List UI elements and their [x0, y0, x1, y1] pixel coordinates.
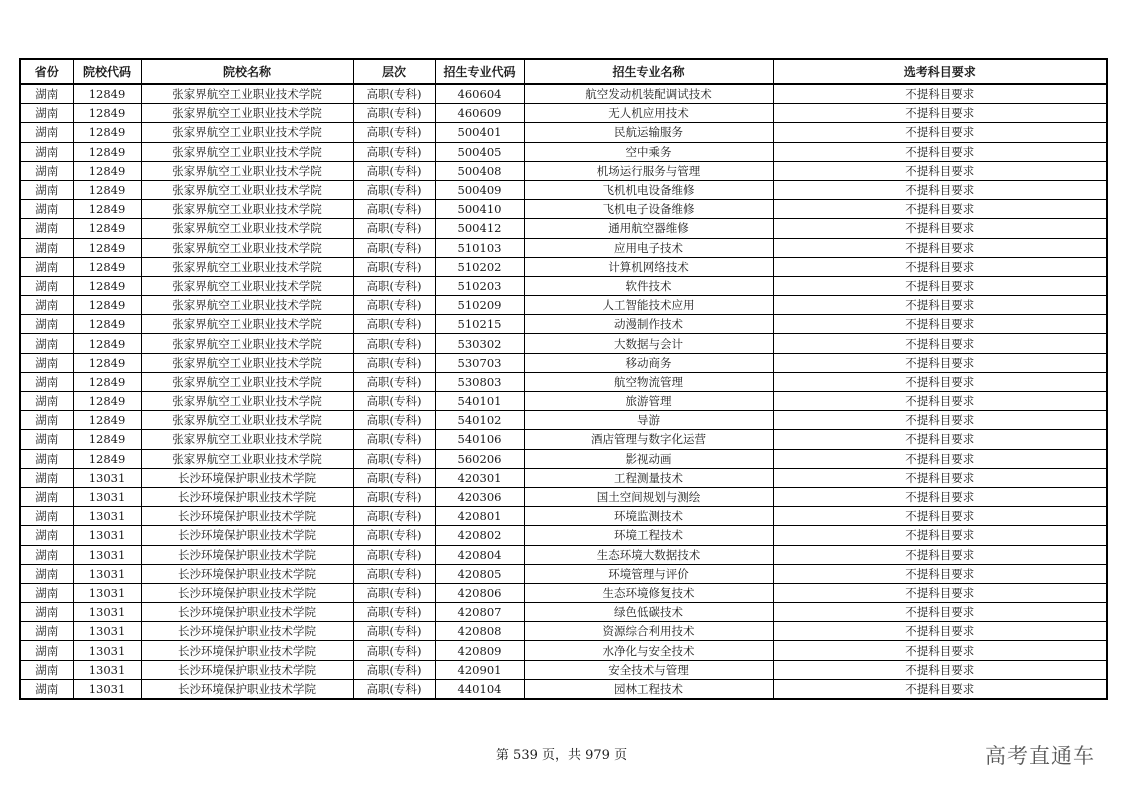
cell-level: 高职(专科)	[353, 526, 435, 545]
cell-school-name: 张家界航空工业职业技术学院	[141, 296, 353, 315]
cell-school-code: 12849	[73, 315, 141, 334]
table-row	[20, 487, 1107, 506]
table-header-row	[20, 59, 1107, 84]
cell-level: 高职(专科)	[353, 123, 435, 142]
cell-major-name: 无人机应用技术	[524, 104, 773, 123]
cell-major-name: 飞机电子设备维修	[524, 200, 773, 219]
cell-major-code: 420807	[435, 603, 524, 622]
cell-level: 高职(专科)	[353, 545, 435, 564]
cell-school-code: 12849	[73, 392, 141, 411]
table-row	[20, 142, 1107, 161]
cell-province: 湖南	[20, 219, 73, 238]
cell-subject-requirement: 不提科目要求	[773, 449, 1107, 468]
table-row	[20, 622, 1107, 641]
cell-level: 高职(专科)	[353, 161, 435, 180]
cell-school-name: 张家界航空工业职业技术学院	[141, 161, 353, 180]
cell-school-name: 长沙环境保护职业技术学院	[141, 660, 353, 679]
cell-major-name: 水净化与安全技术	[524, 641, 773, 660]
cell-major-code: 420806	[435, 583, 524, 602]
header-subject-requirement: 选考科目要求	[773, 59, 1107, 84]
watermark-logo: 高考直通车	[985, 744, 1095, 768]
table-row	[20, 411, 1107, 430]
cell-level: 高职(专科)	[353, 679, 435, 699]
cell-subject-requirement: 不提科目要求	[773, 238, 1107, 257]
table-row	[20, 392, 1107, 411]
cell-major-code: 530302	[435, 334, 524, 353]
table-row	[20, 545, 1107, 564]
cell-province: 湖南	[20, 104, 73, 123]
cell-school-code: 13031	[73, 583, 141, 602]
cell-school-code: 13031	[73, 641, 141, 660]
cell-school-name: 长沙环境保护职业技术学院	[141, 603, 353, 622]
table-row	[20, 296, 1107, 315]
cell-school-name: 长沙环境保护职业技术学院	[141, 526, 353, 545]
cell-subject-requirement: 不提科目要求	[773, 161, 1107, 180]
cell-major-code: 420802	[435, 526, 524, 545]
cell-major-code: 510215	[435, 315, 524, 334]
header-school-code: 院校代码	[73, 59, 141, 84]
cell-school-name: 张家界航空工业职业技术学院	[141, 411, 353, 430]
cell-school-code: 12849	[73, 104, 141, 123]
cell-province: 湖南	[20, 296, 73, 315]
cell-level: 高职(专科)	[353, 660, 435, 679]
cell-province: 湖南	[20, 392, 73, 411]
cell-major-code: 420901	[435, 660, 524, 679]
cell-school-code: 13031	[73, 679, 141, 699]
cell-major-code: 500409	[435, 180, 524, 199]
cell-level: 高职(专科)	[353, 104, 435, 123]
cell-province: 湖南	[20, 603, 73, 622]
cell-major-code: 500412	[435, 219, 524, 238]
cell-school-code: 12849	[73, 372, 141, 391]
cell-level: 高职(专科)	[353, 603, 435, 622]
cell-major-code: 540102	[435, 411, 524, 430]
cell-school-name: 长沙环境保护职业技术学院	[141, 468, 353, 487]
cell-major-code: 510203	[435, 276, 524, 295]
cell-subject-requirement: 不提科目要求	[773, 583, 1107, 602]
cell-province: 湖南	[20, 545, 73, 564]
cell-school-name: 长沙环境保护职业技术学院	[141, 679, 353, 699]
cell-province: 湖南	[20, 468, 73, 487]
cell-province: 湖南	[20, 353, 73, 372]
cell-province: 湖南	[20, 142, 73, 161]
table-row	[20, 315, 1107, 334]
cell-subject-requirement: 不提科目要求	[773, 603, 1107, 622]
cell-subject-requirement: 不提科目要求	[773, 219, 1107, 238]
cell-subject-requirement: 不提科目要求	[773, 257, 1107, 276]
cell-school-code: 12849	[73, 142, 141, 161]
cell-level: 高职(专科)	[353, 142, 435, 161]
cell-major-name: 工程测量技术	[524, 468, 773, 487]
cell-major-code: 420804	[435, 545, 524, 564]
cell-province: 湖南	[20, 449, 73, 468]
cell-province: 湖南	[20, 84, 73, 104]
table-row	[20, 603, 1107, 622]
cell-level: 高职(专科)	[353, 449, 435, 468]
cell-school-name: 长沙环境保护职业技术学院	[141, 641, 353, 660]
cell-school-name: 张家界航空工业职业技术学院	[141, 334, 353, 353]
cell-province: 湖南	[20, 257, 73, 276]
cell-major-name: 国土空间规划与测绘	[524, 487, 773, 506]
cell-school-code: 12849	[73, 200, 141, 219]
cell-major-code: 460604	[435, 84, 524, 104]
cell-subject-requirement: 不提科目要求	[773, 142, 1107, 161]
cell-province: 湖南	[20, 679, 73, 699]
cell-level: 高职(专科)	[353, 622, 435, 641]
cell-subject-requirement: 不提科目要求	[773, 104, 1107, 123]
cell-province: 湖南	[20, 526, 73, 545]
cell-province: 湖南	[20, 583, 73, 602]
cell-subject-requirement: 不提科目要求	[773, 526, 1107, 545]
cell-school-code: 13031	[73, 564, 141, 583]
cell-school-name: 张家界航空工业职业技术学院	[141, 180, 353, 199]
cell-major-name: 大数据与会计	[524, 334, 773, 353]
cell-subject-requirement: 不提科目要求	[773, 372, 1107, 391]
cell-province: 湖南	[20, 200, 73, 219]
cell-subject-requirement: 不提科目要求	[773, 200, 1107, 219]
cell-school-code: 12849	[73, 161, 141, 180]
cell-school-name: 张家界航空工业职业技术学院	[141, 238, 353, 257]
cell-province: 湖南	[20, 161, 73, 180]
table-row	[20, 564, 1107, 583]
cell-school-name: 张家界航空工业职业技术学院	[141, 123, 353, 142]
cell-major-name: 空中乘务	[524, 142, 773, 161]
table-row	[20, 104, 1107, 123]
cell-province: 湖南	[20, 411, 73, 430]
cell-province: 湖南	[20, 507, 73, 526]
cell-school-code: 12849	[73, 84, 141, 104]
cell-subject-requirement: 不提科目要求	[773, 411, 1107, 430]
cell-major-name: 应用电子技术	[524, 238, 773, 257]
table-row	[20, 372, 1107, 391]
cell-subject-requirement: 不提科目要求	[773, 564, 1107, 583]
cell-school-code: 12849	[73, 180, 141, 199]
header-major-name: 招生专业名称	[524, 59, 773, 84]
cell-major-name: 园林工程技术	[524, 679, 773, 699]
cell-province: 湖南	[20, 180, 73, 199]
cell-major-code: 420809	[435, 641, 524, 660]
cell-major-name: 软件技术	[524, 276, 773, 295]
cell-school-name: 张家界航空工业职业技术学院	[141, 104, 353, 123]
cell-level: 高职(专科)	[353, 257, 435, 276]
cell-major-code: 420306	[435, 487, 524, 506]
cell-school-name: 长沙环境保护职业技术学院	[141, 487, 353, 506]
cell-major-code: 420808	[435, 622, 524, 641]
cell-school-code: 13031	[73, 603, 141, 622]
cell-level: 高职(专科)	[353, 180, 435, 199]
cell-subject-requirement: 不提科目要求	[773, 622, 1107, 641]
cell-major-name: 计算机网络技术	[524, 257, 773, 276]
cell-major-name: 生态环境修复技术	[524, 583, 773, 602]
cell-province: 湖南	[20, 487, 73, 506]
cell-school-code: 12849	[73, 123, 141, 142]
cell-level: 高职(专科)	[353, 507, 435, 526]
cell-level: 高职(专科)	[353, 315, 435, 334]
cell-major-code: 540106	[435, 430, 524, 449]
cell-level: 高职(专科)	[353, 468, 435, 487]
table-body	[20, 84, 1107, 699]
cell-school-name: 长沙环境保护职业技术学院	[141, 622, 353, 641]
cell-subject-requirement: 不提科目要求	[773, 507, 1107, 526]
cell-major-name: 旅游管理	[524, 392, 773, 411]
document-sheet	[19, 58, 1106, 700]
table-row	[20, 507, 1107, 526]
cell-school-name: 长沙环境保护职业技术学院	[141, 507, 353, 526]
table-row	[20, 84, 1107, 104]
cell-school-code: 13031	[73, 507, 141, 526]
cell-subject-requirement: 不提科目要求	[773, 660, 1107, 679]
cell-major-name: 动漫制作技术	[524, 315, 773, 334]
cell-major-name: 航空发动机装配调试技术	[524, 84, 773, 104]
cell-major-name: 酒店管理与数字化运营	[524, 430, 773, 449]
cell-major-name: 环境管理与评价	[524, 564, 773, 583]
cell-province: 湖南	[20, 622, 73, 641]
cell-school-name: 张家界航空工业职业技术学院	[141, 142, 353, 161]
table-row	[20, 449, 1107, 468]
header-level: 层次	[353, 59, 435, 84]
cell-school-code: 13031	[73, 660, 141, 679]
cell-province: 湖南	[20, 315, 73, 334]
cell-level: 高职(专科)	[353, 583, 435, 602]
cell-school-code: 13031	[73, 545, 141, 564]
cell-subject-requirement: 不提科目要求	[773, 315, 1107, 334]
cell-school-name: 长沙环境保护职业技术学院	[141, 564, 353, 583]
cell-school-code: 12849	[73, 430, 141, 449]
cell-subject-requirement: 不提科目要求	[773, 123, 1107, 142]
cell-school-name: 张家界航空工业职业技术学院	[141, 449, 353, 468]
cell-school-name: 张家界航空工业职业技术学院	[141, 392, 353, 411]
cell-school-code: 12849	[73, 449, 141, 468]
cell-major-name: 绿色低碳技术	[524, 603, 773, 622]
page-number: 第 539 页，共 979 页	[495, 748, 628, 763]
cell-level: 高职(专科)	[353, 564, 435, 583]
cell-province: 湖南	[20, 372, 73, 391]
cell-subject-requirement: 不提科目要求	[773, 353, 1107, 372]
table-row	[20, 641, 1107, 660]
cell-school-name: 张家界航空工业职业技术学院	[141, 257, 353, 276]
cell-major-code: 420801	[435, 507, 524, 526]
cell-school-code: 12849	[73, 276, 141, 295]
cell-subject-requirement: 不提科目要求	[773, 296, 1107, 315]
cell-level: 高职(专科)	[353, 334, 435, 353]
cell-level: 高职(专科)	[353, 219, 435, 238]
cell-subject-requirement: 不提科目要求	[773, 392, 1107, 411]
admissions-table	[19, 58, 1108, 700]
cell-subject-requirement: 不提科目要求	[773, 334, 1107, 353]
cell-level: 高职(专科)	[353, 276, 435, 295]
cell-province: 湖南	[20, 238, 73, 257]
cell-school-code: 12849	[73, 411, 141, 430]
cell-major-code: 500410	[435, 200, 524, 219]
cell-major-name: 安全技术与管理	[524, 660, 773, 679]
cell-school-code: 12849	[73, 296, 141, 315]
cell-major-code: 530803	[435, 372, 524, 391]
cell-province: 湖南	[20, 430, 73, 449]
cell-major-code: 500401	[435, 123, 524, 142]
header-province: 省份	[20, 59, 73, 84]
cell-major-name: 影视动画	[524, 449, 773, 468]
cell-school-name: 长沙环境保护职业技术学院	[141, 545, 353, 564]
cell-school-name: 张家界航空工业职业技术学院	[141, 200, 353, 219]
cell-province: 湖南	[20, 276, 73, 295]
cell-major-name: 生态环境大数据技术	[524, 545, 773, 564]
cell-school-name: 张家界航空工业职业技术学院	[141, 84, 353, 104]
cell-school-code: 13031	[73, 468, 141, 487]
cell-school-code: 12849	[73, 219, 141, 238]
cell-major-code: 560206	[435, 449, 524, 468]
table-row	[20, 238, 1107, 257]
cell-major-code: 510209	[435, 296, 524, 315]
cell-major-name: 民航运输服务	[524, 123, 773, 142]
cell-major-code: 530703	[435, 353, 524, 372]
cell-school-name: 张家界航空工业职业技术学院	[141, 430, 353, 449]
cell-major-code: 500408	[435, 161, 524, 180]
cell-major-name: 飞机机电设备维修	[524, 180, 773, 199]
cell-level: 高职(专科)	[353, 411, 435, 430]
cell-level: 高职(专科)	[353, 296, 435, 315]
cell-subject-requirement: 不提科目要求	[773, 641, 1107, 660]
cell-school-name: 张家界航空工业职业技术学院	[141, 372, 353, 391]
table-row	[20, 180, 1107, 199]
header-school-name: 院校名称	[141, 59, 353, 84]
table-row	[20, 353, 1107, 372]
cell-level: 高职(专科)	[353, 200, 435, 219]
cell-major-name: 移动商务	[524, 353, 773, 372]
cell-school-name: 长沙环境保护职业技术学院	[141, 583, 353, 602]
table-row	[20, 430, 1107, 449]
table-row	[20, 276, 1107, 295]
table-row	[20, 468, 1107, 487]
cell-major-code: 540101	[435, 392, 524, 411]
cell-level: 高职(专科)	[353, 238, 435, 257]
cell-major-code: 420805	[435, 564, 524, 583]
cell-level: 高职(专科)	[353, 353, 435, 372]
table-row	[20, 161, 1107, 180]
cell-major-name: 环境工程技术	[524, 526, 773, 545]
cell-school-code: 13031	[73, 622, 141, 641]
cell-major-name: 环境监测技术	[524, 507, 773, 526]
cell-school-name: 张家界航空工业职业技术学院	[141, 219, 353, 238]
cell-school-name: 张家界航空工业职业技术学院	[141, 276, 353, 295]
cell-major-code: 510202	[435, 257, 524, 276]
header-major-code: 招生专业代码	[435, 59, 524, 84]
cell-subject-requirement: 不提科目要求	[773, 679, 1107, 699]
table-row	[20, 334, 1107, 353]
cell-subject-requirement: 不提科目要求	[773, 276, 1107, 295]
table-row	[20, 123, 1107, 142]
cell-subject-requirement: 不提科目要求	[773, 84, 1107, 104]
cell-school-code: 12849	[73, 238, 141, 257]
cell-school-code: 12849	[73, 353, 141, 372]
cell-subject-requirement: 不提科目要求	[773, 430, 1107, 449]
cell-major-name: 人工智能技术应用	[524, 296, 773, 315]
table-row	[20, 526, 1107, 545]
cell-province: 湖南	[20, 660, 73, 679]
cell-major-name: 通用航空器维修	[524, 219, 773, 238]
table-row	[20, 257, 1107, 276]
cell-major-name: 资源综合利用技术	[524, 622, 773, 641]
cell-major-name: 导游	[524, 411, 773, 430]
cell-major-code: 420301	[435, 468, 524, 487]
cell-school-code: 12849	[73, 257, 141, 276]
cell-province: 湖南	[20, 123, 73, 142]
cell-major-name: 航空物流管理	[524, 372, 773, 391]
cell-level: 高职(专科)	[353, 84, 435, 104]
cell-subject-requirement: 不提科目要求	[773, 545, 1107, 564]
table-row	[20, 219, 1107, 238]
table-row	[20, 679, 1107, 699]
cell-level: 高职(专科)	[353, 641, 435, 660]
cell-subject-requirement: 不提科目要求	[773, 180, 1107, 199]
cell-level: 高职(专科)	[353, 372, 435, 391]
cell-subject-requirement: 不提科目要求	[773, 487, 1107, 506]
cell-province: 湖南	[20, 334, 73, 353]
table-row	[20, 583, 1107, 602]
cell-level: 高职(专科)	[353, 430, 435, 449]
cell-major-name: 机场运行服务与管理	[524, 161, 773, 180]
cell-school-code: 13031	[73, 487, 141, 506]
cell-major-code: 500405	[435, 142, 524, 161]
cell-school-code: 13031	[73, 526, 141, 545]
cell-province: 湖南	[20, 564, 73, 583]
cell-province: 湖南	[20, 641, 73, 660]
cell-major-code: 460609	[435, 104, 524, 123]
cell-major-code: 510103	[435, 238, 524, 257]
cell-major-code: 440104	[435, 679, 524, 699]
cell-subject-requirement: 不提科目要求	[773, 468, 1107, 487]
table-row	[20, 660, 1107, 679]
cell-school-name: 张家界航空工业职业技术学院	[141, 315, 353, 334]
cell-level: 高职(专科)	[353, 392, 435, 411]
table-row	[20, 200, 1107, 219]
cell-school-name: 张家界航空工业职业技术学院	[141, 353, 353, 372]
cell-level: 高职(专科)	[353, 487, 435, 506]
cell-school-code: 12849	[73, 334, 141, 353]
